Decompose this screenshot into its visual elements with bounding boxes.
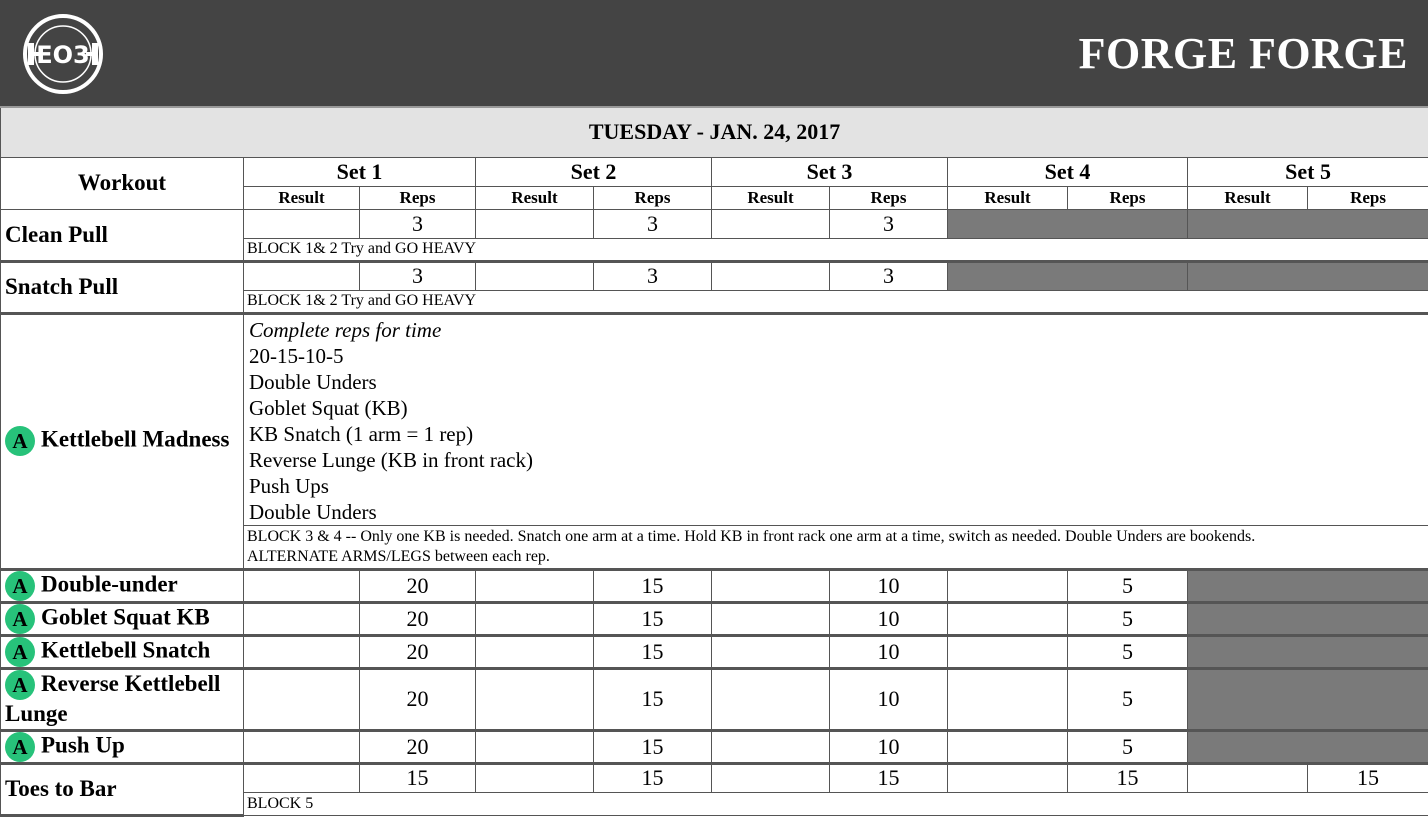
a-badge: A bbox=[5, 426, 35, 456]
set-1-header: Set 1 bbox=[244, 157, 476, 186]
disabled-cell bbox=[1188, 730, 1428, 763]
result-cell[interactable] bbox=[244, 668, 360, 730]
reps-cell: 10 bbox=[830, 635, 948, 668]
set-3-header: Set 3 bbox=[712, 157, 948, 186]
result-cell[interactable] bbox=[712, 602, 830, 635]
reps-cell: 15 bbox=[594, 763, 712, 792]
reps-cell: 5 bbox=[1068, 635, 1188, 668]
result-cell[interactable] bbox=[476, 730, 594, 763]
result-cell[interactable] bbox=[244, 763, 360, 792]
reps-cell: 10 bbox=[830, 668, 948, 730]
result-cell[interactable] bbox=[948, 730, 1068, 763]
exercise-name-double-under: A Double-under bbox=[1, 569, 244, 602]
result-cell[interactable] bbox=[1188, 763, 1308, 792]
reps-cell: 10 bbox=[830, 602, 948, 635]
set-2-header: Set 2 bbox=[476, 157, 712, 186]
reps-cell: 15 bbox=[830, 763, 948, 792]
reps-cell: 3 bbox=[830, 261, 948, 290]
result-cell[interactable] bbox=[476, 763, 594, 792]
a-badge: A bbox=[5, 604, 35, 634]
reps-header: Reps bbox=[1308, 186, 1428, 209]
a-badge: A bbox=[5, 637, 35, 667]
result-cell[interactable] bbox=[712, 261, 830, 290]
table-row bbox=[1, 261, 1428, 290]
eo3-logo bbox=[22, 13, 104, 95]
reps-cell: 5 bbox=[1068, 602, 1188, 635]
a-badge: A bbox=[5, 732, 35, 762]
svg-text:EO3: EO3 bbox=[36, 41, 90, 69]
reps-cell: 20 bbox=[360, 602, 476, 635]
table-row bbox=[1, 209, 1428, 238]
result-cell[interactable] bbox=[244, 261, 360, 290]
reps-cell: 3 bbox=[360, 261, 476, 290]
reps-cell: 15 bbox=[594, 602, 712, 635]
exercise-note: BLOCK 1& 2 Try and GO HEAVY bbox=[244, 290, 1428, 313]
reps-cell: 5 bbox=[1068, 569, 1188, 602]
set-5-header: Set 5 bbox=[1188, 157, 1428, 186]
result-cell[interactable] bbox=[712, 635, 830, 668]
result-cell[interactable] bbox=[948, 668, 1068, 730]
reps-cell: 3 bbox=[594, 261, 712, 290]
reps-cell: 20 bbox=[360, 635, 476, 668]
disabled-cell bbox=[948, 261, 1188, 290]
description-line: 20-15-10-5 bbox=[249, 343, 1428, 369]
exercise-name: Snatch Pull bbox=[1, 261, 244, 313]
disabled-cell bbox=[1188, 668, 1428, 730]
result-cell[interactable] bbox=[244, 635, 360, 668]
reps-cell: 15 bbox=[360, 763, 476, 792]
reps-cell: 15 bbox=[594, 668, 712, 730]
exercise-name: Kettlebell Madness bbox=[41, 426, 229, 451]
result-cell[interactable] bbox=[244, 569, 360, 602]
reps-cell: 20 bbox=[360, 730, 476, 763]
exercise-name-goblet-squat: A Goblet Squat KB bbox=[1, 602, 244, 635]
reps-header: Reps bbox=[1068, 186, 1188, 209]
result-cell[interactable] bbox=[476, 209, 594, 238]
reps-cell: 3 bbox=[830, 209, 948, 238]
disabled-cell bbox=[1188, 261, 1428, 290]
result-cell[interactable] bbox=[476, 261, 594, 290]
reps-header: Reps bbox=[594, 186, 712, 209]
result-cell[interactable] bbox=[244, 602, 360, 635]
result-cell[interactable] bbox=[948, 763, 1068, 792]
a-badge: A bbox=[5, 670, 35, 700]
exercise-name-kb-snatch: A Kettlebell Snatch bbox=[1, 635, 244, 668]
reps-header: Reps bbox=[360, 186, 476, 209]
reps-cell: 10 bbox=[830, 569, 948, 602]
workout-column-header: Workout bbox=[1, 157, 244, 209]
date-heading: TUESDAY - JAN. 24, 2017 bbox=[1, 107, 1428, 157]
exercise-name: Toes to Bar bbox=[1, 763, 244, 815]
reps-cell: 5 bbox=[1068, 730, 1188, 763]
result-cell[interactable] bbox=[712, 668, 830, 730]
reps-cell: 20 bbox=[360, 569, 476, 602]
description-line: Double Unders bbox=[249, 369, 1428, 395]
result-cell[interactable] bbox=[712, 730, 830, 763]
table-row bbox=[1, 313, 1428, 525]
reps-cell: 10 bbox=[830, 730, 948, 763]
description-line: Push Ups bbox=[249, 473, 1428, 499]
workout-sheet bbox=[0, 106, 1428, 812]
disabled-cell bbox=[1188, 602, 1428, 635]
table-row bbox=[1, 635, 1428, 668]
reps-cell: 15 bbox=[594, 569, 712, 602]
result-header: Result bbox=[712, 186, 830, 209]
reps-cell: 15 bbox=[594, 730, 712, 763]
disabled-cell bbox=[948, 209, 1188, 238]
exercise-note: BLOCK 5 bbox=[244, 792, 1428, 815]
table-row bbox=[1, 569, 1428, 602]
reps-header: Reps bbox=[830, 186, 948, 209]
result-cell[interactable] bbox=[476, 668, 594, 730]
description-line: Goblet Squat (KB) bbox=[249, 395, 1428, 421]
result-cell[interactable] bbox=[712, 569, 830, 602]
result-header: Result bbox=[948, 186, 1068, 209]
reps-cell: 20 bbox=[360, 668, 476, 730]
reps-cell: 3 bbox=[360, 209, 476, 238]
exercise-name: Clean Pull bbox=[1, 209, 244, 261]
reps-cell: 15 bbox=[1308, 763, 1428, 792]
exercise-name-push-up: A Push Up bbox=[1, 730, 244, 763]
table-row bbox=[1, 730, 1428, 763]
workout-table bbox=[0, 106, 1428, 817]
description-line: Reverse Lunge (KB in front rack) bbox=[249, 447, 1428, 473]
reps-cell: 15 bbox=[1068, 763, 1188, 792]
exercise-note: BLOCK 3 & 4 -- Only one KB is needed. Snatch one arm at a time. Hold KB in front rack one arm at a time, switch as needed. Double Unders are bookends. ALTERNATE ARMS/LEGS between each rep. bbox=[244, 525, 1428, 569]
exercise-name-kettlebell-madness bbox=[1, 313, 244, 569]
reps-cell: 15 bbox=[594, 635, 712, 668]
result-cell[interactable] bbox=[948, 635, 1068, 668]
description-line: Double Unders bbox=[249, 499, 1428, 525]
description-line: KB Snatch (1 arm = 1 rep) bbox=[249, 421, 1428, 447]
result-cell[interactable] bbox=[476, 602, 594, 635]
result-cell[interactable] bbox=[476, 635, 594, 668]
result-cell[interactable] bbox=[712, 763, 830, 792]
description-line: Complete reps for time bbox=[249, 317, 1428, 343]
result-cell[interactable] bbox=[948, 602, 1068, 635]
brand-title: FORGE FORGE bbox=[1079, 28, 1408, 79]
exercise-name-reverse-lunge: A Reverse Kettlebell Lunge bbox=[1, 668, 244, 730]
workout-description bbox=[244, 313, 1428, 525]
result-header: Result bbox=[244, 186, 360, 209]
result-cell[interactable] bbox=[244, 209, 360, 238]
disabled-cell bbox=[1188, 209, 1428, 238]
header-bar bbox=[0, 0, 1428, 106]
result-header: Result bbox=[1188, 186, 1308, 209]
reps-cell: 5 bbox=[1068, 668, 1188, 730]
table-row bbox=[1, 668, 1428, 730]
a-badge: A bbox=[5, 571, 35, 601]
result-cell[interactable] bbox=[948, 569, 1068, 602]
set-4-header: Set 4 bbox=[948, 157, 1188, 186]
result-cell[interactable] bbox=[476, 569, 594, 602]
result-header: Result bbox=[476, 186, 594, 209]
disabled-cell bbox=[1188, 569, 1428, 602]
table-row bbox=[1, 763, 1428, 792]
exercise-note: BLOCK 1& 2 Try and GO HEAVY bbox=[244, 238, 1428, 261]
disabled-cell bbox=[1188, 635, 1428, 668]
result-cell[interactable] bbox=[712, 209, 830, 238]
reps-cell: 3 bbox=[594, 209, 712, 238]
table-row bbox=[1, 602, 1428, 635]
result-cell[interactable] bbox=[244, 730, 360, 763]
